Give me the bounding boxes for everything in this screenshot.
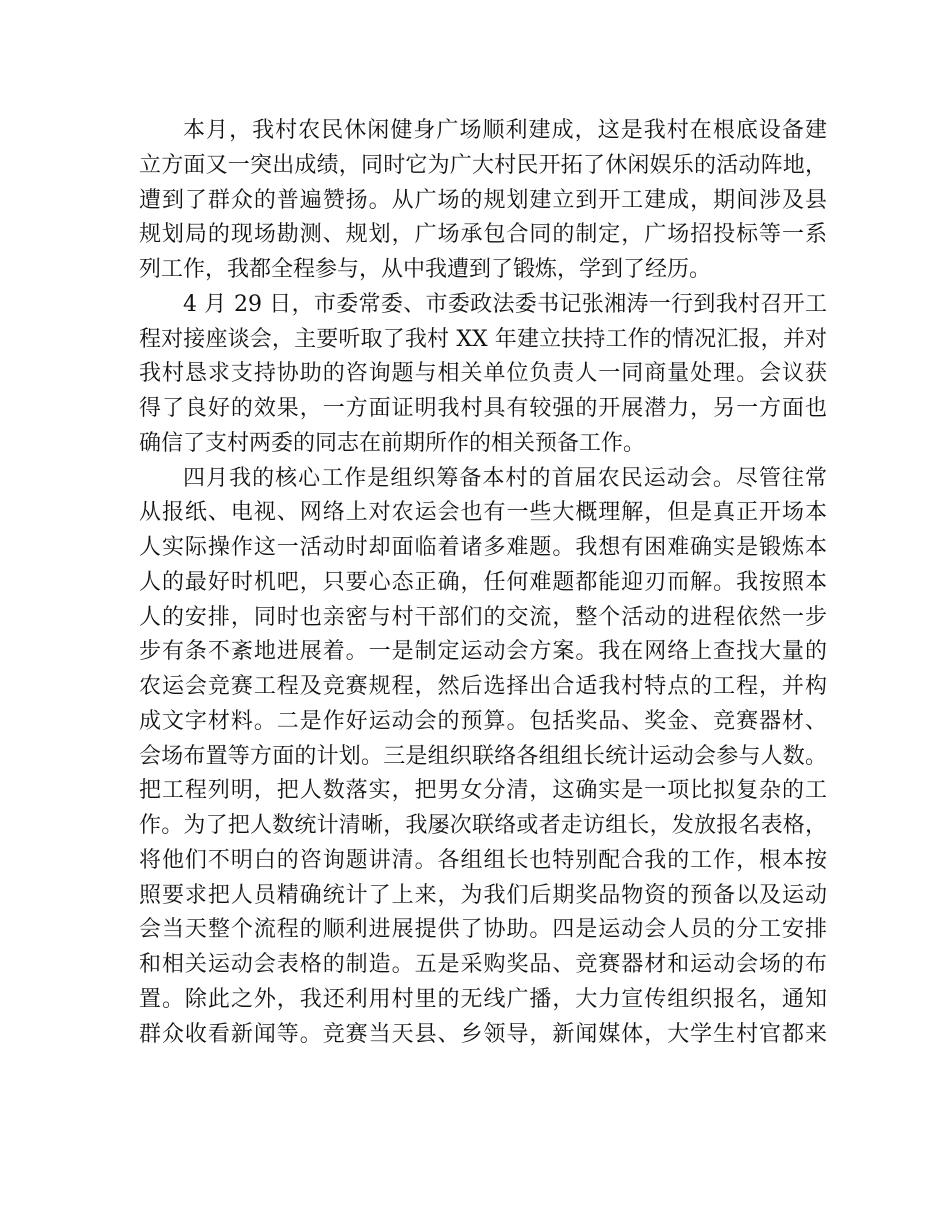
text-line: 置。除此之外，我还利用村里的无线广播，大力宣传组织报名，通知 xyxy=(139,986,827,1012)
text-line: 群众收看新闻等。竞赛当天县、乡领导，新闻媒体，大学生村官都来 xyxy=(139,1021,827,1047)
text-line: 本月，我村农民休闲健身广场顺利建成，这是我村在根底设备建 xyxy=(183,118,827,143)
text-line: 我村恳求支持协助的咨询题与相关单位负责人一同商量处理。会议获 xyxy=(139,361,827,387)
text-line: 农运会竞赛工程及竞赛规程，然后选择出合适我村特点的工程，并构 xyxy=(139,674,827,699)
text-line: 和相关运动会表格的制造。五是采购奖品、竞赛器材和运动会场的布 xyxy=(139,952,827,977)
text-line: 确信了支村两委的同志在前期所作的相关预备工作。 xyxy=(139,430,646,456)
text-line: 成文字材料。二是作好运动会的预算。包括奖品、奖金、竞赛器材、 xyxy=(139,708,827,734)
text-line: 4 月 29 日，市委常委、市委政法委书记张湘涛一行到我村召开工 xyxy=(183,291,827,317)
text-line: 人实际操作这一活动时却面临着诸多难题。我想有困难确实是锻炼本 xyxy=(139,535,827,560)
paragraph-plaza-construction xyxy=(139,114,827,288)
text-line: 会场布置等方面的计划。三是组织联络各组组长统计运动会参与人数。 xyxy=(139,743,827,769)
text-line: 作。为了把人数统计清晰，我屡次联络或者走访组长，发放报名表格， xyxy=(139,813,827,838)
text-line: 立方面又一突出成绩，同时它为广大村民开拓了休闲娱乐的活动阵地， xyxy=(139,152,827,178)
text-line: 人的最好时机吧，只要心态正确，任何难题都能迎刃而解。我按照本 xyxy=(139,569,827,595)
paragraph-april-29-meeting xyxy=(139,288,827,462)
text-line: 列工作，我都全程参与，从中我遭到了锻炼，学到了经历。 xyxy=(139,257,712,282)
text-line: 得了良好的效果，一方面证明我村具有较强的开展潜力，另一方面也 xyxy=(139,396,827,421)
text-line: 遭到了群众的普遍赞扬。从广场的规划建立到开工建成，期间涉及县 xyxy=(139,187,827,213)
text-line: 人的安排，同时也亲密与村干部们的交流，整个活动的进程依然一步 xyxy=(139,604,827,630)
text-line: 步有条不紊地进展着。一是制定运动会方案。我在网络上查找大量的 xyxy=(139,639,827,665)
text-line: 将他们不明白的咨询题讲清。各组组长也特别配合我的工作，根本按 xyxy=(139,847,827,873)
text-line: 程对接座谈会，主要听取了我村 XX 年建立扶持工作的情况汇报，并对 xyxy=(139,326,827,352)
paragraph-sports-meet xyxy=(139,462,827,1053)
text-line: 照要求把人员精确统计了上来，为我们后期奖品物资的预备以及运动 xyxy=(139,882,827,908)
text-line: 会当天整个流程的顺利进展提供了协助。四是运动会人员的分工安排 xyxy=(139,917,827,943)
text-line: 规划局的现场勘测、规划，广场承包合同的制定，广场招投标等一系 xyxy=(139,222,827,248)
document-body xyxy=(139,114,827,1052)
text-line: 把工程列明，把人数落实，把男女分清，这确实是一项比拟复杂的工 xyxy=(139,778,827,804)
text-line: 四月我的核心工作是组织筹备本村的首届农民运动会。尽管往常 xyxy=(183,465,827,491)
text-line: 从报纸、电视、网络上对农运会也有一些大概理解，但是真正开场本 xyxy=(139,500,827,526)
